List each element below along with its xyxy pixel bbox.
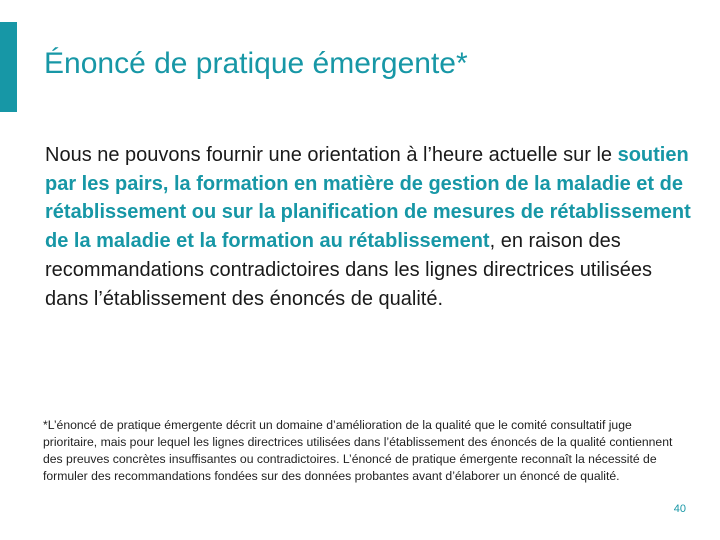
body-intro-text: Nous ne pouvons fournir une orientation à l’heure actuelle sur le — [45, 144, 618, 166]
body-highlight-text: soutien par les pairs, la formation en matière de gestion de la maladie et de rétablissement ou sur la planification de mesures de rétablissement de la maladie et la formation au rétablissement — [45, 144, 691, 253]
page-number: 40 — [673, 503, 686, 515]
body-outro-text: , en raison des recommandations contradictoires dans les lignes directrices utilisées dans l’établissement des énoncés de qualité. — [45, 230, 652, 310]
body-paragraph — [45, 141, 695, 313]
footnote: *L’énoncé de pratique émergente décrit un domaine d’amélioration de la qualité que le comité consultatif juge prioritaire, mais pour lequel les lignes directrices utilisées dans l’établissement des énoncés de la qualité contiennent des preuves concrètes insuffisantes ou contradictoires. L’énoncé de pratique émergente reconnaît la nécessité de formuler des recommandations fondées sur des données probantes avant d’élaborer un énoncé de qualité. — [43, 418, 673, 483]
slide-title: Énoncé de pratique émergente* — [44, 47, 468, 80]
title-accent-bar — [0, 22, 17, 112]
